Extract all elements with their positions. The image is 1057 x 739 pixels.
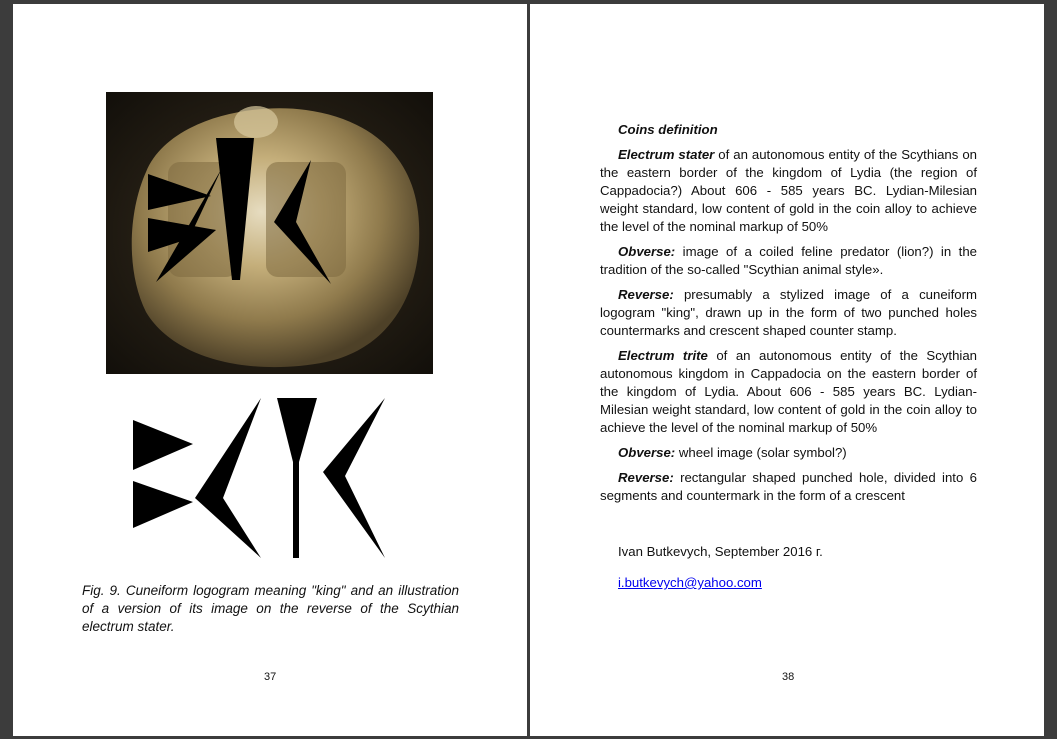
page-number: 37 [264,671,277,683]
paragraph-text: presumably a stylized image of a cuneiform logogram "king", drawn up in the form of two punched holes countermarks and crescent shaped counter stamp. [600,287,977,338]
paragraph [600,444,977,462]
paragraph [600,243,977,279]
left-page [13,4,527,736]
paragraph-lead: Reverse: [618,470,674,485]
section-heading: Coins definition [618,122,718,137]
paragraph [600,469,977,505]
paragraph [600,146,977,236]
author-email-link[interactable]: i.butkevych@yahoo.com [618,575,762,590]
paragraph-lead: Obverse: [618,244,676,259]
paragraph-text: of an autonomous entity of the Scythians on the eastern border of the kingdom of Lydia (the region of Cappadocia?) About 606 - 585 years BC. Lydian-Milesian weight standard, low content of gold in the coin alloy to achieve the level of the nominal markup of 50% [600,147,977,234]
figure-caption: Fig. 9. Cuneiform logogram meaning "king" and an illustration of a version of its image on the reverse of the Scythian electrum stater. [82,583,459,634]
paragraph-lead: Reverse: [618,287,674,302]
paragraph-lead: Electrum stater [618,147,715,162]
paragraph [600,286,977,340]
author-signature: Ivan Butkevych, September 2016 г. [618,544,823,559]
paragraph [600,347,977,437]
paragraph-text: wheel image (solar symbol?) [675,445,847,460]
king-logogram-illustration [131,394,393,558]
paragraph-lead: Electrum trite [618,348,708,363]
paragraph-text: of an autonomous entity of the Scythian autonomous kingdom in Cappadocia on the eastern border of the kingdom of Lydia. About 606 - 585 years BC. Lydian-Milesian weight standard, low content of gold in the coin alloy to achieve the level of the nominal markup of 50% [600,348,977,435]
coin-definitions [600,121,977,512]
paragraph-text: image of a coiled feline predator (lion?) in the tradition of the so-called "Scythian animal style». [600,244,977,277]
coin-photo [106,92,433,374]
paragraph-lead: Obverse: [618,445,676,460]
page-number: 38 [782,671,795,683]
paragraph-text: rectangular shaped punched hole, divided into 6 segments and countermark in the form of a crescent [600,470,977,503]
right-page [530,4,1044,736]
